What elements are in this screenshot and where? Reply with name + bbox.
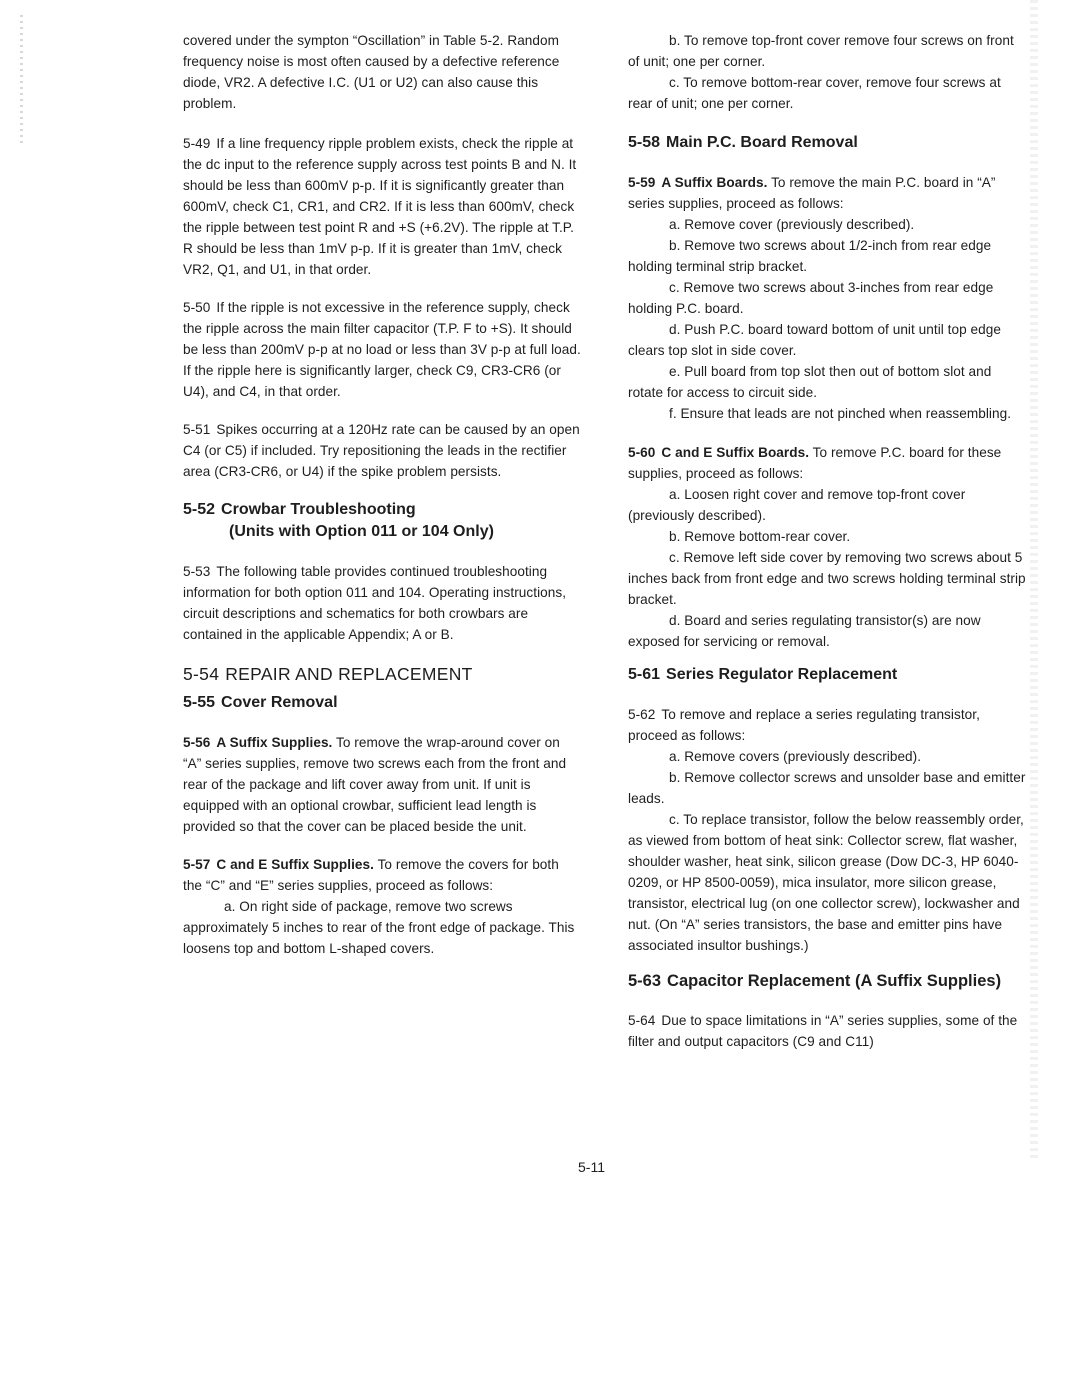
heading-5-63 (628, 970, 1026, 992)
paragraph-number: 5-62 (628, 707, 656, 722)
step-5-60-a: a. Loosen right cover and remove top-front cover (previously described). (628, 487, 966, 523)
paragraph-text: If a line frequency ripple problem exists, check the ripple at the dc input to the reference supply across test points B and N. It should be less than 600mV p-p. If it is significantly greater than 600mV, check C1, CR1, and CR2. If it is less than 600mV, check the ripple between test point R and +S (+6.2V). The ripple at T.P. R should be less than 1mV p-p. If it is greater than 1mV, check VR2, Q1, and U1, in that order. (183, 136, 577, 277)
step-5-59-e: e. Pull board from top slot then out of bottom slot and rotate for access to circuit side. (628, 364, 992, 400)
paragraph-text: The following table provides continued troubleshooting information for both option 011 and 104. Operating instructions, circuit descriptions and schematics for both crowbars are contained in the applicable Appendix; A or B. (183, 564, 567, 642)
paragraph-5-49 (183, 133, 581, 280)
paragraph-text: To remove the wrap-around cover on “A” series supplies, remove two screws each from the front and rear of the package and lift cover away from unit. If unit is equipped with an optional crowbar, sufficient lead length is provided so that the cover can be placed beside the unit. (183, 735, 567, 834)
step-5-59-a: a. Remove cover (previously described). (669, 217, 915, 232)
heading-number: 5-52 (183, 501, 216, 518)
step-5-57-b: b. To remove top-front cover remove four screws on front of unit; one per corner. (628, 33, 1014, 69)
paragraph-5-53 (183, 561, 581, 645)
heading-subtitle: (Units with Option 011 or 104 Only) (229, 523, 494, 540)
paragraph-5-60 (628, 442, 1026, 484)
heading-title: Main P.C. Board Removal (666, 134, 858, 151)
paragraph-number: 5-57 (183, 857, 211, 872)
continued-paragraph: covered under the sympton “Oscillation” in Table 5-2. Random frequency noise is most often caused by a defective reference diode, VR2. A defective I.C. (U1 or U2) can also cause this problem. (183, 33, 560, 111)
step-5-60-b: b. Remove bottom-rear cover. (669, 529, 851, 544)
step-5-59-b: b. Remove two screws about 1/2-inch from rear edge holding terminal strip bracket. (628, 238, 992, 274)
step-5-60-d: d. Board and series regulating transistor(s) are now exposed for servicing or removal. (628, 613, 981, 649)
paragraph-text: To remove the covers for both the “C” and “E” series supplies, proceed as follows: (183, 857, 559, 893)
heading-title: Cover Removal (221, 694, 338, 711)
paragraph-lead: A Suffix Boards. (661, 175, 768, 190)
paragraph-text: Spikes occurring at a 120Hz rate can be caused by an open C4 (or C5) if included. Try repositioning the leads in the rectifier area (CR3-CR6, or U4) if the spike problem persists. (183, 422, 580, 479)
heading-number: 5-61 (628, 666, 661, 683)
paragraph-5-57 (183, 854, 581, 896)
step-5-59-c: c. Remove two screws about 3-inches from rear edge holding P.C. board. (628, 280, 994, 316)
heading-number: 5-58 (628, 134, 661, 151)
page-number: 5-11 (578, 1159, 605, 1175)
paragraph-number: 5-64 (628, 1013, 656, 1028)
heading-5-52 (183, 499, 581, 543)
step-5-62-a: a. Remove covers (previously described). (669, 749, 922, 764)
paragraph-text: To remove the main P.C. board in “A” series supplies, proceed as follows: (628, 175, 996, 211)
paragraph-5-59 (628, 172, 1026, 214)
heading-number: 5-54 (183, 664, 220, 684)
step-5-59-d: d. Push P.C. board toward bottom of unit until top edge clears top slot in side cover. (628, 322, 1001, 358)
paragraph-text: If the ripple is not excessive in the reference supply, check the ripple across the main filter capacitor (T.P. F to +S). It should be less than 200mV p-p at no load or less than 3V p-p at full load. If the ripple here is significantly larger, check C9, CR3-CR6 (or U4), and C4, in that order. (183, 300, 581, 399)
paragraph-number: 5-53 (183, 564, 211, 579)
paragraph-text: To remove and replace a series regulating transistor, proceed as follows: (628, 707, 980, 743)
paragraph-5-51 (183, 419, 581, 482)
step-5-62-c: c. To replace transistor, follow the below reassembly order, as viewed from bottom of heat sink: Collector screw, flat washer, shoulder washer, heat sink, silicon grease (Dow DC-3, HP 6040-0209, or HP 8500-0059), mica insulator, more silicon grease, transistor, electrical lug (on one collector screw), lockwasher and nut. (On “A” series transistors, the base and emitter pins have associated insultor bushings.) (628, 812, 1024, 953)
heading-5-61 (628, 664, 1026, 686)
step-5-57-a: a. On right side of package, remove two screws approximately 5 inches to rear of the front edge of package. This loosens top and bottom L-shaped covers. (183, 899, 575, 956)
heading-title: Capacitor Replacement (A Suffix Supplies) (667, 972, 1002, 990)
right-column (628, 30, 1026, 1052)
paragraph-lead: C and E Suffix Supplies. (216, 857, 374, 872)
heading-number: 5-55 (183, 694, 216, 711)
heading-title: Series Regulator Replacement (666, 666, 898, 683)
heading-5-58 (628, 132, 1026, 154)
heading-title: REPAIR AND REPLACEMENT (225, 664, 473, 684)
paragraph-5-64 (628, 1010, 1026, 1052)
paragraph-number: 5-56 (183, 735, 211, 750)
paragraph-5-50 (183, 297, 581, 402)
paragraph-number: 5-60 (628, 445, 656, 460)
paragraph-number: 5-49 (183, 136, 211, 151)
step-5-59-f: f. Ensure that leads are not pinched when reassembling. (669, 406, 1012, 421)
heading-5-54 (183, 663, 581, 685)
left-column (183, 30, 581, 959)
paragraph-5-56 (183, 732, 581, 837)
heading-5-55 (183, 692, 581, 714)
paragraph-number: 5-50 (183, 300, 211, 315)
heading-number: 5-63 (628, 972, 662, 990)
step-5-57-c: c. To remove bottom-rear cover, remove four screws at rear of unit; one per corner. (628, 75, 1001, 111)
paragraph-text: To remove P.C. board for these supplies, proceed as follows: (628, 445, 1002, 481)
heading-title: Crowbar Troubleshooting (221, 501, 416, 518)
paragraph-lead: A Suffix Supplies. (216, 735, 333, 750)
step-5-60-c: c. Remove left side cover by removing two screws about 5 inches back from front edge and two screws holding terminal strip bracket. (628, 550, 1026, 607)
paragraph-number: 5-59 (628, 175, 656, 190)
scan-artifact-left (20, 15, 23, 145)
paragraph-text: Due to space limitations in “A” series supplies, some of the filter and output capacitors (C9 and C11) (628, 1013, 1018, 1049)
paragraph-number: 5-51 (183, 422, 211, 437)
paragraph-lead: C and E Suffix Boards. (661, 445, 810, 460)
step-5-62-b: b. Remove collector screws and unsolder base and emitter leads. (628, 770, 1026, 806)
scan-artifact-right (1030, 0, 1038, 1160)
paragraph-5-62 (628, 704, 1026, 746)
